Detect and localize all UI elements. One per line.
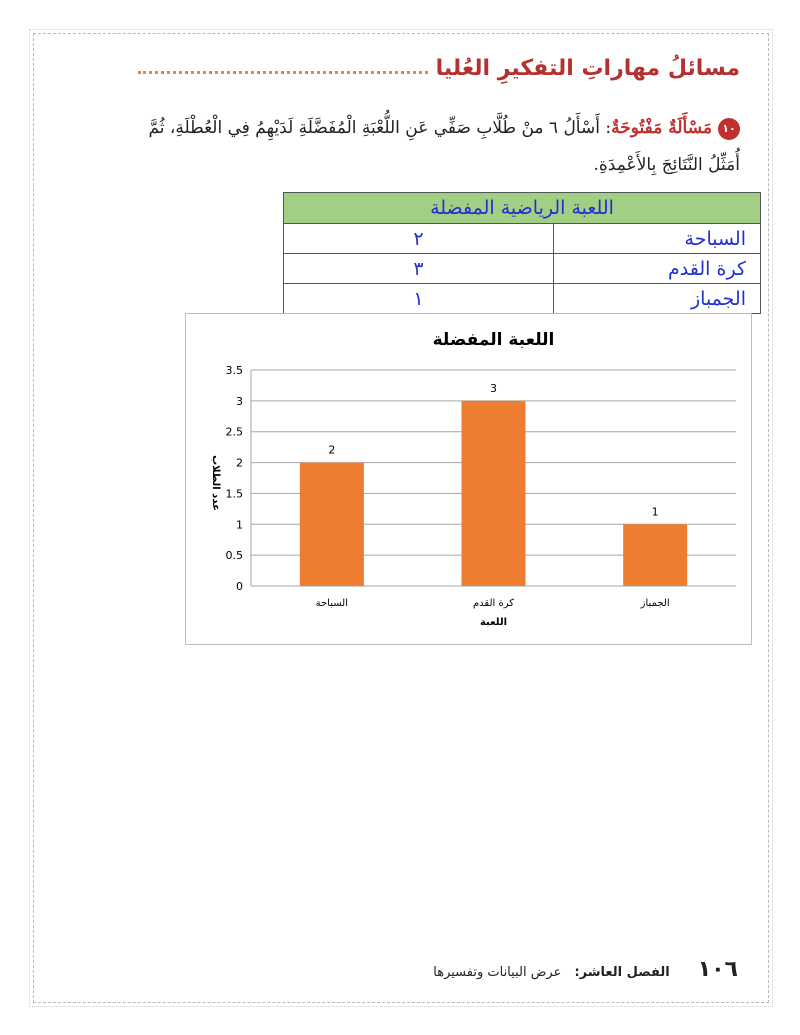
y-tick-label: 3 [236,394,243,408]
chart-title: اللعبة المفضلة [432,330,555,350]
sport-count: ٢ [284,224,554,254]
bar-data-label: 1 [651,505,659,519]
x-tick-label: كرة القدم [472,598,515,609]
bar-1 [300,463,364,586]
sport-name: الجمباز [554,284,761,314]
page-footer [433,957,738,982]
bar-chart-container [185,313,752,645]
sport-count: ١ [284,284,554,314]
y-tick-label: 1.5 [225,487,243,501]
bar-2 [462,401,526,586]
question-text: : أَسْأَلُ ٦ منْ طُلَّابِ صَفِّي عَنِ اللُّعْبَةِ الْمُفَضَّلَةِ لَدَيْهِمُ فِي الْعُطْلَةِ، ثُمَّ أُمَثِّلُ النَّتَائِجَ بِالأَعْمِدَةِ. [148,118,740,175]
bar-chart [186,314,751,644]
table-row [284,284,761,314]
y-axis-title: عدد الطلاب [210,455,221,511]
table-header-row [284,193,761,224]
x-tick-label: السباحة [315,598,349,609]
favorite-sport-table [283,192,761,314]
table-row [284,254,761,284]
sport-count: ٣ [284,254,554,284]
y-tick-label: 1 [236,518,243,532]
x-axis-title: اللعبة [479,617,508,628]
question-label: مَسْأَلَةٌ مَفْتُوحَةٌ [611,118,712,138]
y-tick-label: 3.5 [225,364,243,377]
title-dotted-rule [138,71,428,74]
question-paragraph [120,110,740,184]
bar-data-label: 2 [328,443,336,457]
y-tick-label: 2 [236,456,243,470]
bar-data-label: 3 [490,381,497,395]
question-number-badge: ١٠ [718,118,740,140]
sport-name: كرة القدم [554,254,761,284]
sport-name: السباحة [554,224,761,254]
y-tick-label: 2.5 [225,425,243,439]
table-header: اللعبة الرياضية المفضلة [284,193,761,224]
page-number: ١٠٦ [697,957,738,982]
chapter-topic: عرض البيانات وتفسيرها [433,965,562,980]
bar-3 [623,524,687,586]
y-tick-label: 0.5 [225,549,243,563]
chapter-label: الفصل العاشر: [574,965,670,980]
section-header [138,56,740,81]
y-tick-label: 0 [236,580,243,593]
table-row [284,224,761,254]
section-title: مسائلُ مهاراتِ التفكيرِ العُليا [435,56,740,81]
x-tick-label: الجمباز [640,598,670,609]
